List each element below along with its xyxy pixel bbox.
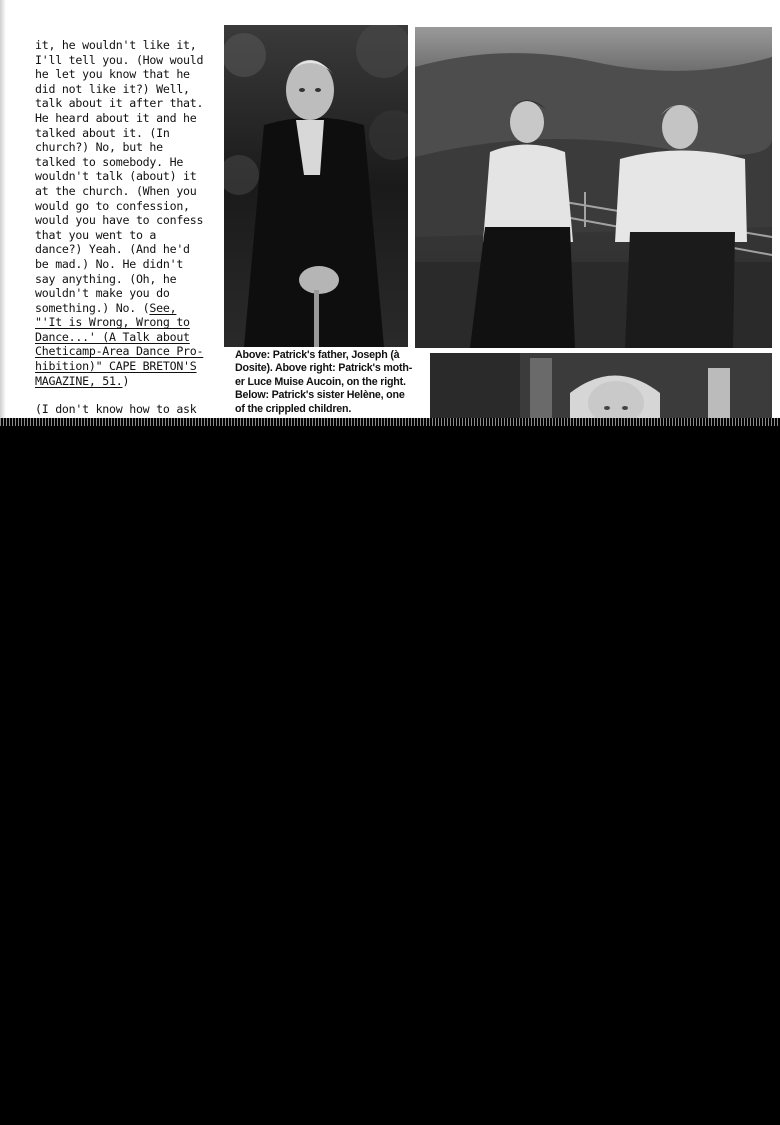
- text-line: did not like it?) Well,: [35, 81, 190, 96]
- text-line: wouldn't make you do: [35, 286, 170, 301]
- text-line: say anything. (Oh, he: [35, 271, 177, 286]
- text-fragment: something.) No. (: [35, 300, 150, 315]
- text-line: He heard about it and he: [35, 110, 197, 125]
- scan-cutoff-edge: [0, 418, 780, 426]
- text-line: (I don't know how to ask: [35, 402, 197, 417]
- text-line: [35, 301, 227, 316]
- text-line: would go to confession,: [35, 198, 190, 213]
- photo-sister-helene: [430, 353, 772, 418]
- photo-father-joseph: [224, 25, 408, 347]
- reference-link[interactable]: See,: [149, 300, 177, 315]
- photo-caption: [235, 349, 430, 416]
- reference-line[interactable]: Cheticamp-Area Dance Pro-: [35, 344, 204, 359]
- text-line: I'll tell you. (How would: [35, 52, 204, 67]
- text-line: it, he wouldn't like it,: [35, 38, 197, 52]
- text-line: dance?) Yeah. (And he'd: [35, 242, 190, 257]
- text-line: wouldn't talk (about) it: [35, 169, 197, 184]
- text-line: he let you know that he: [35, 67, 190, 82]
- text-line: that you went to a: [35, 227, 157, 242]
- caption-line: of the crippled children.: [235, 402, 352, 415]
- article-body-text: [35, 38, 227, 417]
- magazine-page: [0, 0, 780, 418]
- photo-women-image: [415, 27, 772, 348]
- text-line: church?) No, but he: [35, 140, 163, 155]
- photo-sister-image: [430, 353, 772, 418]
- photo-father-image: [224, 25, 408, 347]
- photo-two-women-in-field: [415, 27, 772, 348]
- text-line: at the church. (When you: [35, 183, 197, 198]
- caption-line: Above: Patrick's father, Joseph (à: [235, 349, 400, 361]
- text-line: talked about it. (In: [35, 125, 170, 140]
- page-fold-shadow: [0, 0, 6, 418]
- reference-line[interactable]: "'It is Wrong, Wrong to: [35, 315, 190, 330]
- text-line: be mad.) No. He didn't: [35, 256, 184, 271]
- caption-line: er Luce Muise Aucoin, on the right.: [235, 375, 406, 388]
- reference-line[interactable]: MAGAZINE, 51.: [35, 373, 123, 388]
- caption-line: Below: Patrick's sister Helène, one: [235, 389, 405, 402]
- text-line: would you have to confess: [35, 213, 204, 228]
- reference-line[interactable]: Dance...' (A Talk about: [35, 329, 190, 344]
- text-line: talk about it after that.: [35, 96, 204, 111]
- text-fragment: ): [122, 373, 130, 388]
- paragraph-gap: [35, 388, 227, 402]
- text-line: talked to somebody. He: [35, 154, 184, 169]
- reference-line[interactable]: hibition)" CAPE BRETON'S: [35, 359, 197, 374]
- text-line: [35, 374, 227, 389]
- caption-line: Dosite). Above right: Patrick's moth-: [235, 362, 413, 375]
